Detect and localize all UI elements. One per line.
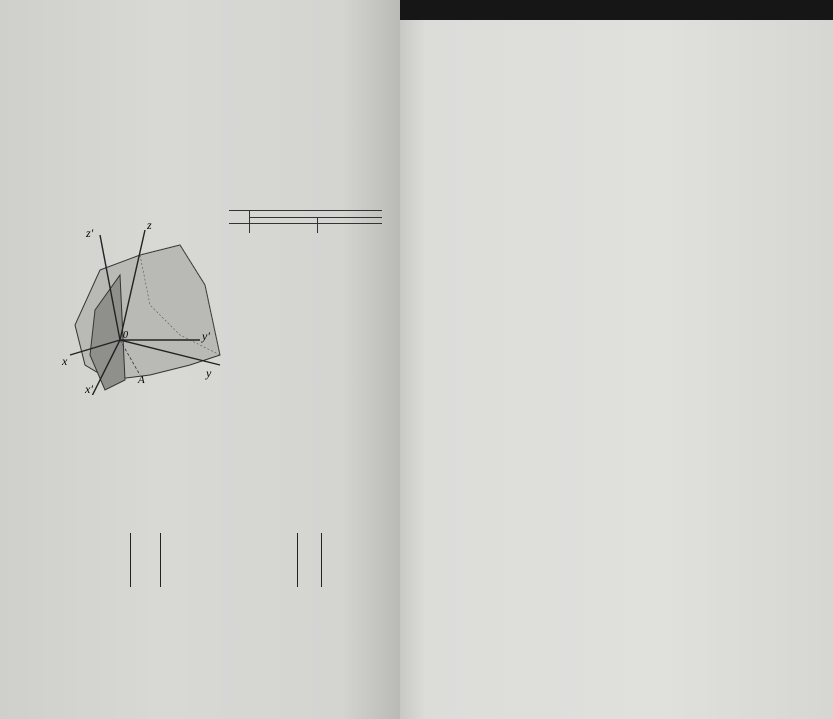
svg-text:y′: y′ [202, 329, 210, 343]
right-page [400, 20, 833, 719]
svg-text:z′: z′ [86, 226, 94, 240]
left-page [0, 0, 402, 719]
svg-text:x′: x′ [85, 382, 93, 395]
svg-text:A: A [138, 374, 145, 386]
cosine-table [229, 210, 382, 233]
dark-background-band [400, 0, 833, 20]
figure-rys-202 [30, 215, 230, 395]
svg-text:0: 0 [123, 330, 128, 341]
svg-text:x: x [62, 354, 68, 368]
determinant-2 [297, 533, 322, 587]
svg-text:z: z [147, 218, 152, 232]
determinant-1 [130, 533, 161, 587]
svg-text:y: y [206, 366, 212, 380]
